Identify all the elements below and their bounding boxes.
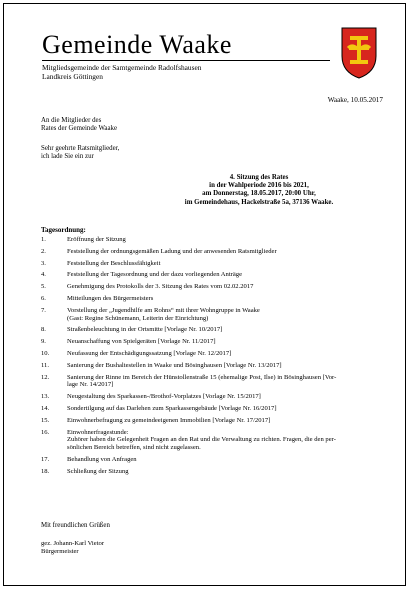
agenda-item-text <box>67 338 381 346</box>
agenda-item-line: sönlichen Bereich betreffen, sind nicht zugelassen. <box>67 444 201 452</box>
agenda-item-line: Neufassung der Entschädigungssatzung [Vorlage Nr. 12/2017] <box>67 349 232 357</box>
agenda-list <box>41 236 381 480</box>
greeting-line: ich lade Sie ein zur <box>41 153 94 161</box>
agenda-item-line: Neugestaltung des Sparkassen-/Brothof-Vorplatzes [Vorlage Nr. 15/2017] <box>67 393 261 401</box>
recipient-line: Rates der Gemeinde Waake <box>41 125 118 133</box>
agenda-item-number: 8. <box>41 326 46 334</box>
agenda-item-text <box>67 374 381 390</box>
agenda-item <box>41 417 381 425</box>
agenda-item-line: Straßenbeleuchtung in der Ortsmitte [Vorlage Nr. 10/2017] <box>67 326 223 334</box>
agenda-item-text <box>67 236 381 244</box>
agenda-item <box>41 236 381 244</box>
agenda-item-number: 10. <box>41 349 50 357</box>
signature-block <box>41 540 104 556</box>
agenda-item-text <box>67 456 381 464</box>
agenda-item <box>41 393 381 401</box>
agenda-item-line: Neuanschaffung von Spielgeräten [Vorlage Nr. 11/2017] <box>67 338 216 346</box>
greeting-block <box>41 145 119 162</box>
coat-of-arms-icon <box>340 26 378 80</box>
meeting-line: 4. Sitzung des Rates <box>229 174 289 181</box>
agenda-item-text <box>67 295 381 303</box>
agenda-item <box>41 326 381 334</box>
agenda-item <box>41 283 381 291</box>
agenda-item-line: Behandlung von Anfragen <box>67 455 137 463</box>
agenda-item <box>41 350 381 358</box>
agenda-item-line: lage Nr. 14/2017] <box>67 381 114 389</box>
agenda-item <box>41 248 381 256</box>
agenda-item-line: Schließung der Sitzung <box>67 467 129 475</box>
agenda-item-line: Einwohnerfragestunde: <box>67 428 129 436</box>
agenda-item-line: Vorstellung der „Jugendhilfe am Rohns“ mit ihrer Wohngruppe in Waake <box>67 306 260 314</box>
agenda-item-line: Sondertilgung auf das Darlehen zum Sparkassengebäude [Vorlage Nr. 16/2017] <box>67 404 277 412</box>
agenda-item-text <box>67 405 381 413</box>
agenda-item <box>41 260 381 268</box>
agenda-item-number: 2. <box>41 247 46 255</box>
agenda-item-number: 16. <box>41 428 50 436</box>
agenda-item <box>41 429 381 452</box>
agenda-item <box>41 405 381 413</box>
agenda-item <box>41 338 381 346</box>
agenda-item-line: Zuhörer haben die Gelegenheit Fragen an den Rat und die Verwaltung zu richten. Fragen, die den per- <box>67 436 336 444</box>
document-page <box>3 3 406 586</box>
agenda-item-text <box>67 429 381 452</box>
agenda-item-line: Sanierung der Rinne im Bereich der Hünstollenstraße 15 (ehemalige Post, Ilse) in Bösinghausen [Vor- <box>67 373 337 381</box>
agenda-item-number: 4. <box>41 271 46 279</box>
agenda-item-text <box>67 417 381 425</box>
letterhead <box>36 26 381 88</box>
meeting-line: im Gemeindehaus, Hackelstraße 5a, 37136 Waake. <box>184 198 334 206</box>
agenda-item-line: Feststellung der Tagesordnung und der dazu vorliegenden Anträge <box>67 271 243 279</box>
agenda-item-line: Genehmigung des Protokolls der 3. Sitzung des Rates vom 02.02.2017 <box>67 283 254 291</box>
agenda-item-line: Eröffnung der Sitzung <box>67 236 126 243</box>
greeting-line: Sehr geehrte Ratsmitglieder, <box>41 145 120 152</box>
agenda-item-number: 6. <box>41 294 46 302</box>
meeting-line: am Donnerstag, 18.05.2017, 20:00 Uhr, <box>202 190 316 198</box>
signature-role: Bürgermeister <box>41 547 79 555</box>
meeting-line: in der Wahlperiode 2016 bis 2021, <box>209 182 309 190</box>
agenda-item-text <box>67 260 381 268</box>
agenda-item <box>41 295 381 303</box>
agenda-item-number: 1. <box>41 236 46 243</box>
agenda-item-number: 15. <box>41 416 50 424</box>
agenda-item <box>41 362 381 370</box>
agenda-item-text <box>67 271 381 279</box>
closing-phrase: Mit freundlichen Grüßen <box>41 522 110 529</box>
agenda-item-text <box>67 393 381 401</box>
signature-name: gez. Johann-Karl Vietor <box>41 540 105 547</box>
agenda-item-text <box>67 350 381 358</box>
agenda-item <box>41 456 381 464</box>
agenda-item-number: 11. <box>41 361 49 369</box>
recipient-block <box>41 117 117 134</box>
agenda-item-number: 3. <box>41 259 46 267</box>
recipient-line: An die Mitglieder des <box>41 117 102 124</box>
agenda-item-text <box>67 326 381 334</box>
meeting-details <box>124 174 394 207</box>
agenda-item <box>41 271 381 279</box>
agenda-item-line: Mitteilungen des Bürgermeisters <box>67 294 154 302</box>
agenda-item-line: Feststellung der Beschlussfähigkeit <box>67 259 161 267</box>
agenda-item <box>41 307 381 323</box>
agenda-heading: Tagesordnung: <box>41 226 86 234</box>
agenda-item-number: 17. <box>41 455 50 463</box>
agenda-item-text <box>67 468 381 476</box>
agenda-item-number: 12. <box>41 373 50 381</box>
agenda-item-line: Sanierung der Bushaltestellen in Waake und Bösinghausen [Vorlage Nr. 13/2017] <box>67 361 282 369</box>
agenda-item-line: Einwohnerbefragung zu gemeindeeigenen Immobilien [Vorlage Nr. 17/2017] <box>67 416 271 424</box>
agenda-item-number: 14. <box>41 404 50 412</box>
agenda-item <box>41 374 381 390</box>
title-underline <box>42 60 330 61</box>
agenda-item-line: Feststellung der ordnungsgemäßen Ladung und der anwesenden Ratsmitglieder <box>67 247 277 255</box>
agenda-item <box>41 468 381 476</box>
agenda-item-text <box>67 283 381 291</box>
agenda-item-number: 13. <box>41 393 50 401</box>
letterhead-subtitle: Mitgliedsgemeinde der Samtgemeinde Radolfshausen <box>42 63 202 72</box>
agenda-item-line: (Gast: Regine Schünemann, Leiterin der Einrichtung) <box>67 314 209 322</box>
agenda-item-text <box>67 248 381 256</box>
agenda-item-number: 18. <box>41 467 50 475</box>
letter-date: Waake, 10.05.2017 <box>327 96 383 104</box>
agenda-item-text <box>67 362 381 370</box>
agenda-item-number: 7. <box>41 306 46 314</box>
agenda-item-number: 9. <box>41 338 46 346</box>
agenda-item-text <box>67 307 381 323</box>
agenda-item-number: 5. <box>41 283 46 291</box>
letterhead-district: Landkreis Göttingen <box>42 72 103 81</box>
municipality-title: Gemeinde Waake <box>42 30 232 59</box>
